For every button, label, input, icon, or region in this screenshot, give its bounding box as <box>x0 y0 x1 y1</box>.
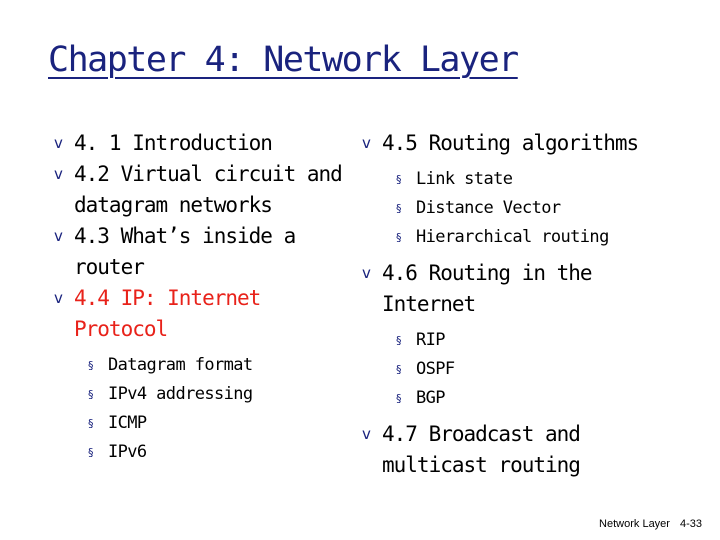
bullet-text: 4. 1 Introduction <box>74 131 272 155</box>
square-bullet-icon: § <box>396 363 401 376</box>
sub-item-icmp <box>88 409 344 438</box>
sub-item-bgp <box>396 384 662 413</box>
ip-sub-list <box>54 351 344 467</box>
routing-algorithms-sub-list <box>362 165 662 252</box>
sub-item-text: IPv4 addressing <box>108 384 253 404</box>
bullet-item-introduction <box>54 128 344 159</box>
checkmark-bullet-icon: v <box>362 264 370 282</box>
bullet-item-virtual-circuit <box>54 159 344 221</box>
slide-title: Chapter 4: Network Layer <box>48 40 518 80</box>
sub-item-text: IPv6 <box>108 442 147 462</box>
sub-item-link-state <box>396 165 662 194</box>
bullet-text: 4.6 Routing in the Internet <box>382 261 592 316</box>
bullet-item-routing-algorithms <box>362 128 662 159</box>
bullet-item-internet-routing <box>362 258 662 320</box>
sub-item-ipv6 <box>88 438 344 467</box>
square-bullet-icon: § <box>88 359 93 372</box>
slide-footer <box>599 518 702 530</box>
bullet-item-router <box>54 221 344 283</box>
square-bullet-icon: § <box>396 334 401 347</box>
square-bullet-icon: § <box>396 202 401 215</box>
bullet-text-highlighted: 4.4 IP: Internet Protocol <box>74 286 261 341</box>
square-bullet-icon: § <box>396 173 401 186</box>
checkmark-bullet-icon: v <box>54 289 62 307</box>
checkmark-bullet-icon: v <box>362 134 370 152</box>
bullet-text: 4.7 Broadcast and multicast routing <box>382 422 580 477</box>
sub-item-ipv4-addressing <box>88 380 344 409</box>
checkmark-bullet-icon: v <box>54 165 62 183</box>
sub-item-text: Hierarchical routing <box>416 227 609 247</box>
sub-item-text: Datagram format <box>108 355 253 375</box>
internet-routing-sub-list <box>362 326 662 413</box>
sub-item-text: RIP <box>416 330 445 350</box>
left-column <box>54 128 344 473</box>
sub-item-text: Link state <box>416 169 513 189</box>
square-bullet-icon: § <box>396 231 401 244</box>
page-number: 4-33 <box>679 518 702 530</box>
sub-item-text: OSPF <box>416 359 455 379</box>
bullet-item-ip-protocol <box>54 283 344 345</box>
square-bullet-icon: § <box>396 392 401 405</box>
checkmark-bullet-icon: v <box>54 227 62 245</box>
sub-item-text: BGP <box>416 388 445 408</box>
bullet-text: 4.5 Routing algorithms <box>382 131 639 155</box>
sub-item-distance-vector <box>396 194 662 223</box>
sub-item-datagram-format <box>88 351 344 380</box>
sub-item-text: Distance Vector <box>416 198 561 218</box>
bullet-item-broadcast <box>362 419 662 481</box>
square-bullet-icon: § <box>88 388 93 401</box>
sub-item-text: ICMP <box>108 413 147 433</box>
sub-item-ospf <box>396 355 662 384</box>
footer-label: Network Layer <box>599 518 670 530</box>
checkmark-bullet-icon: v <box>54 134 62 152</box>
sub-item-hierarchical-routing <box>396 223 662 252</box>
bullet-text: 4.3 What’s inside a router <box>74 224 296 279</box>
sub-item-rip <box>396 326 662 355</box>
bullet-text: 4.2 Virtual circuit and datagram networks <box>74 162 342 217</box>
right-column <box>362 128 662 481</box>
square-bullet-icon: § <box>88 417 93 430</box>
square-bullet-icon: § <box>88 446 93 459</box>
checkmark-bullet-icon: v <box>362 425 370 443</box>
